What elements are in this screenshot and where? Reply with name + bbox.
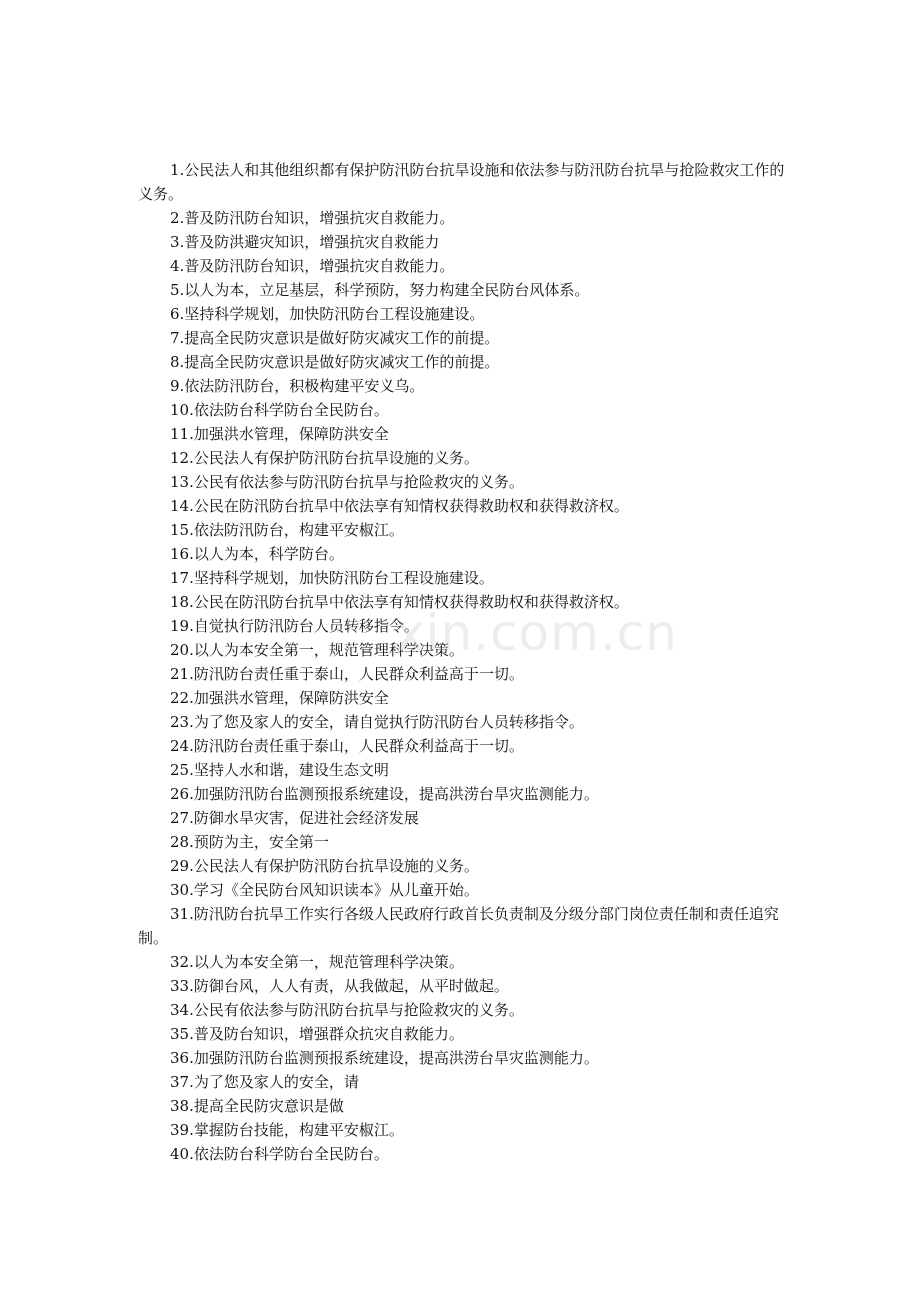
slogan-item: 13.公民有依法参与防汛防台抗旱与抢险救灾的义务。 [170, 473, 524, 491]
slogan-item: 14.公民在防汛防台抗旱中依法享有知情权获得救助权和获得救济权。 [170, 497, 629, 515]
slogan-item: 30.学习《全民防台风知识读本》从儿童开始。 [170, 881, 479, 899]
slogan-item: 9.依法防汛防台，积极构建平安义乌。 [170, 377, 425, 395]
slogan-item: 8.提高全民防灾意识是做好防灾减灾工作的前提。 [170, 353, 500, 371]
slogan-item: 25.坚持人水和谐，建设生态文明 [170, 761, 389, 779]
slogan-item: 11.加强洪水管理，保障防洪安全 [170, 425, 389, 443]
slogan-item: 39.掌握防台技能，构建平安椒江。 [170, 1121, 404, 1139]
slogan-item: 21.防汛防台责任重于泰山，人民群众利益高于一切。 [170, 665, 524, 683]
slogan-item: 15.依法防汛防台，构建平安椒江。 [170, 521, 404, 539]
slogan-item: 5.以人为本，立足基层，科学预防，努力构建全民防台风体系。 [170, 281, 590, 299]
slogan-item: 37.为了您及家人的安全，请 [170, 1073, 359, 1091]
slogan-item: 22.加强洪水管理，保障防洪安全 [170, 689, 389, 707]
slogan-item: 1.公民法人和其他组织都有保护防汛防台抗旱设施和依法参与防汛防台抗旱与抢险救灾工作的义务。 [138, 161, 785, 203]
slogan-item: 29.公民法人有保护防汛防台抗旱设施的义务。 [170, 857, 479, 875]
slogan-item: 31.防汛防台抗旱工作实行各级人民政府行政首长负责制及分级分部门岗位责任制和责任追究制。 [138, 905, 779, 947]
slogan-item: 33.防御台风，人人有责，从我做起，从平时做起。 [170, 977, 509, 995]
slogan-item: 10.依法防台科学防台全民防台。 [170, 401, 389, 419]
slogan-item: 7.提高全民防灾意识是做好防灾减灾工作的前提。 [170, 329, 500, 347]
slogan-item: 18.公民在防汛防台抗旱中依法享有知情权获得救助权和获得救济权。 [170, 593, 629, 611]
slogan-item: 40.依法防台科学防台全民防台。 [170, 1145, 389, 1163]
slogan-item: 23.为了您及家人的安全，请自觉执行防汛防台人员转移指令。 [170, 713, 584, 731]
slogan-item: 19.自觉执行防汛防台人员转移指令。 [170, 617, 419, 635]
slogan-item: 32.以人为本安全第一，规范管理科学决策。 [170, 953, 464, 971]
slogan-item: 35.普及防台知识，增强群众抗灾自救能力。 [170, 1025, 464, 1043]
slogan-item: 3.普及防洪避灾知识，增强抗灾自救能力 [170, 233, 440, 251]
slogan-item: 12.公民法人有保护防汛防台抗旱设施的义务。 [170, 449, 479, 467]
slogan-item: 34.公民有依法参与防汛防台抗旱与抢险救灾的义务。 [170, 1001, 524, 1019]
slogan-item: 24.防汛防台责任重于泰山，人民群众利益高于一切。 [170, 737, 524, 755]
slogan-item: 2.普及防汛防台知识，增强抗灾自救能力。 [170, 209, 455, 227]
slogan-item: 36.加强防汛防台监测预报系统建设，提高洪涝台旱灾监测能力。 [170, 1049, 599, 1067]
slogan-item: 26.加强防汛防台监测预报系统建设，提高洪涝台旱灾监测能力。 [170, 785, 599, 803]
slogan-item: 28.预防为主，安全第一 [170, 833, 329, 851]
slogan-item: 16.以人为本，科学防台。 [170, 545, 344, 563]
slogan-list [138, 158, 788, 1166]
slogan-item: 27.防御水旱灾害，促进社会经济发展 [170, 809, 419, 827]
slogan-item: 20.以人为本安全第一，规范管理科学决策。 [170, 641, 464, 659]
slogan-item: 6.坚持科学规划，加快防汛防台工程设施建设。 [170, 305, 485, 323]
watermark: xin.com.cn [395, 604, 678, 662]
slogan-item: 38.提高全民防灾意识是做 [170, 1097, 344, 1115]
slogan-item: 4.普及防汛防台知识，增强抗灾自救能力。 [170, 257, 455, 275]
slogan-item: 17.坚持科学规划，加快防汛防台工程设施建设。 [170, 569, 494, 587]
